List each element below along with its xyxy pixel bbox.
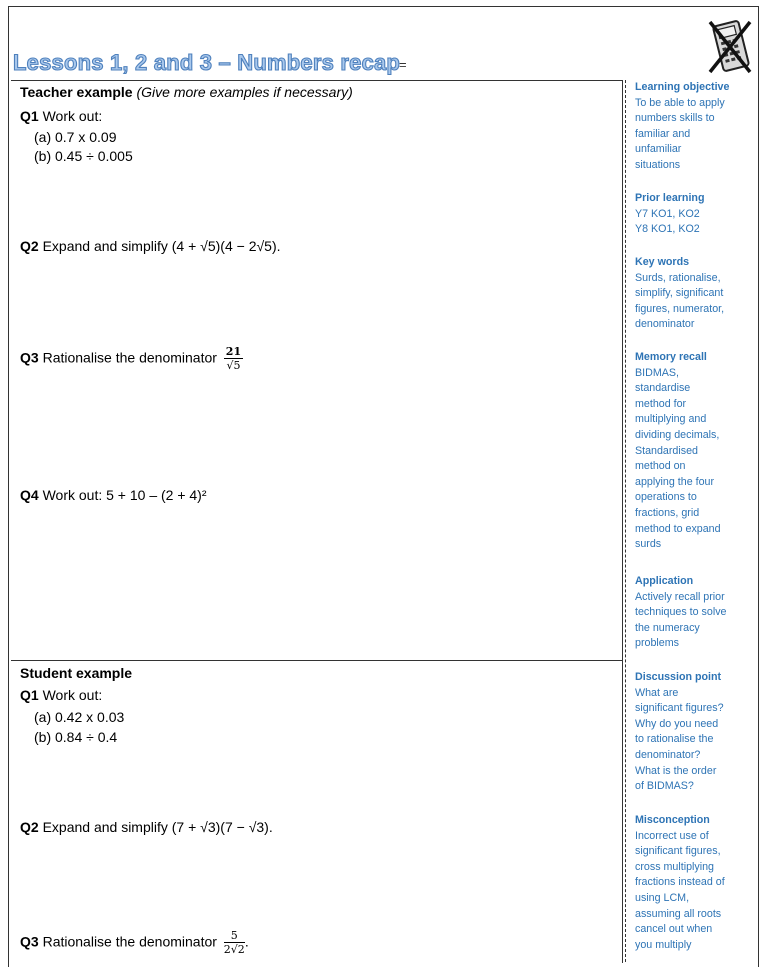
q-label: Q2 <box>20 819 39 835</box>
sidebar-body: Incorrect use of significant figures, cross multiplying fractions instead of using LCM, assuming all roots cancel out when you multiply <box>635 829 725 951</box>
q-text: Rationalise the denominator <box>38 349 221 366</box>
student-q2 <box>20 819 273 835</box>
q-label: Q3 <box>20 349 39 366</box>
sidebar-body: To be able to apply numbers skills to familiar and unfamiliar situations <box>635 96 725 171</box>
sidebar-learning-objective <box>635 80 755 174</box>
student-example-heading: Student example <box>20 665 133 681</box>
teacher-q1b: (b) 0.45 ÷ 0.005 <box>34 148 133 164</box>
teacher-subheading: (Give more examples if necessary) <box>136 84 353 100</box>
fraction-denominator: 2√2 <box>223 943 245 956</box>
teacher-q3 <box>20 346 243 372</box>
sidebar-heading: Application <box>635 575 694 587</box>
sidebar-heading: Prior learning <box>635 192 705 204</box>
student-q3 <box>20 930 249 956</box>
sidebar-memory-recall <box>635 350 755 553</box>
fraction <box>224 346 243 372</box>
teacher-example-heading <box>20 84 353 100</box>
sidebar-prior-learning <box>635 191 755 238</box>
sidebar-discussion-point <box>635 670 755 795</box>
q-label: Q1 <box>20 687 39 703</box>
sidebar-heading: Memory recall <box>635 351 707 363</box>
sidebar-separator <box>625 80 626 962</box>
teacher-q4 <box>20 487 207 503</box>
q-text: Rationalise the denominator <box>38 933 221 950</box>
sidebar-body: Actively recall prior techniques to solve the numeracy problems <box>635 590 727 650</box>
sidebar-body: What are significant figures? Why do you need to rationalise the denominator? What is the order of BIDMAS? <box>635 686 724 793</box>
fraction-denominator: √5 <box>226 359 241 372</box>
sidebar-heading: Learning objective <box>635 81 730 93</box>
fraction-numerator: 5 <box>224 930 245 943</box>
sidebar-body: Y7 KO1, KO2 Y8 KO1, KO2 <box>635 207 700 236</box>
sidebar-heading: Misconception <box>635 814 710 826</box>
q-label: Q4 <box>20 487 39 503</box>
sidebar-body: BIDMAS, standardise method for multiplying and dividing decimals, Standardised method on applying the four operations to fractions, grid method to expand surds <box>635 366 721 551</box>
page-title: Lessons 1, 2 and 3 – Numbers recap <box>13 50 401 75</box>
student-q1 <box>20 687 102 703</box>
q-text: Work out: 5 + 10 – (2 + 4)² <box>38 487 207 503</box>
q-text: Work out: <box>38 108 103 124</box>
sidebar-body: Surds, rationalise, simplify, significant figures, numerator, denominator <box>635 271 725 331</box>
sidebar-misconception <box>635 813 755 953</box>
teacher-q2 <box>20 238 281 254</box>
no-calculator-icon <box>707 19 753 75</box>
q-label: Q3 <box>20 933 39 950</box>
q-text: Work out: <box>38 687 103 703</box>
q-end: . <box>244 933 249 950</box>
fraction-numerator: 21 <box>225 345 242 358</box>
teacher-q1a: (a) 0.7 x 0.09 <box>34 129 117 145</box>
teacher-heading-text: Teacher example <box>20 84 133 100</box>
student-q1b: (b) 0.84 ÷ 0.4 <box>34 729 118 745</box>
student-q1a: (a) 0.42 x 0.03 <box>34 709 125 725</box>
sidebar-heading: Key words <box>635 256 690 268</box>
section-divider <box>11 660 623 661</box>
teacher-q1 <box>20 108 102 124</box>
q-label: Q1 <box>20 108 39 124</box>
title-mark: = <box>399 57 407 72</box>
fraction <box>224 930 245 956</box>
sidebar-key-words <box>635 255 755 333</box>
q-text: Expand and simplify (4 + √5)(4 − 2√5). <box>38 238 281 254</box>
sidebar-application <box>635 574 755 652</box>
sidebar-heading: Discussion point <box>635 671 722 683</box>
q-text: Expand and simplify (7 + √3)(7 − √3). <box>38 819 273 835</box>
q-label: Q2 <box>20 238 39 254</box>
